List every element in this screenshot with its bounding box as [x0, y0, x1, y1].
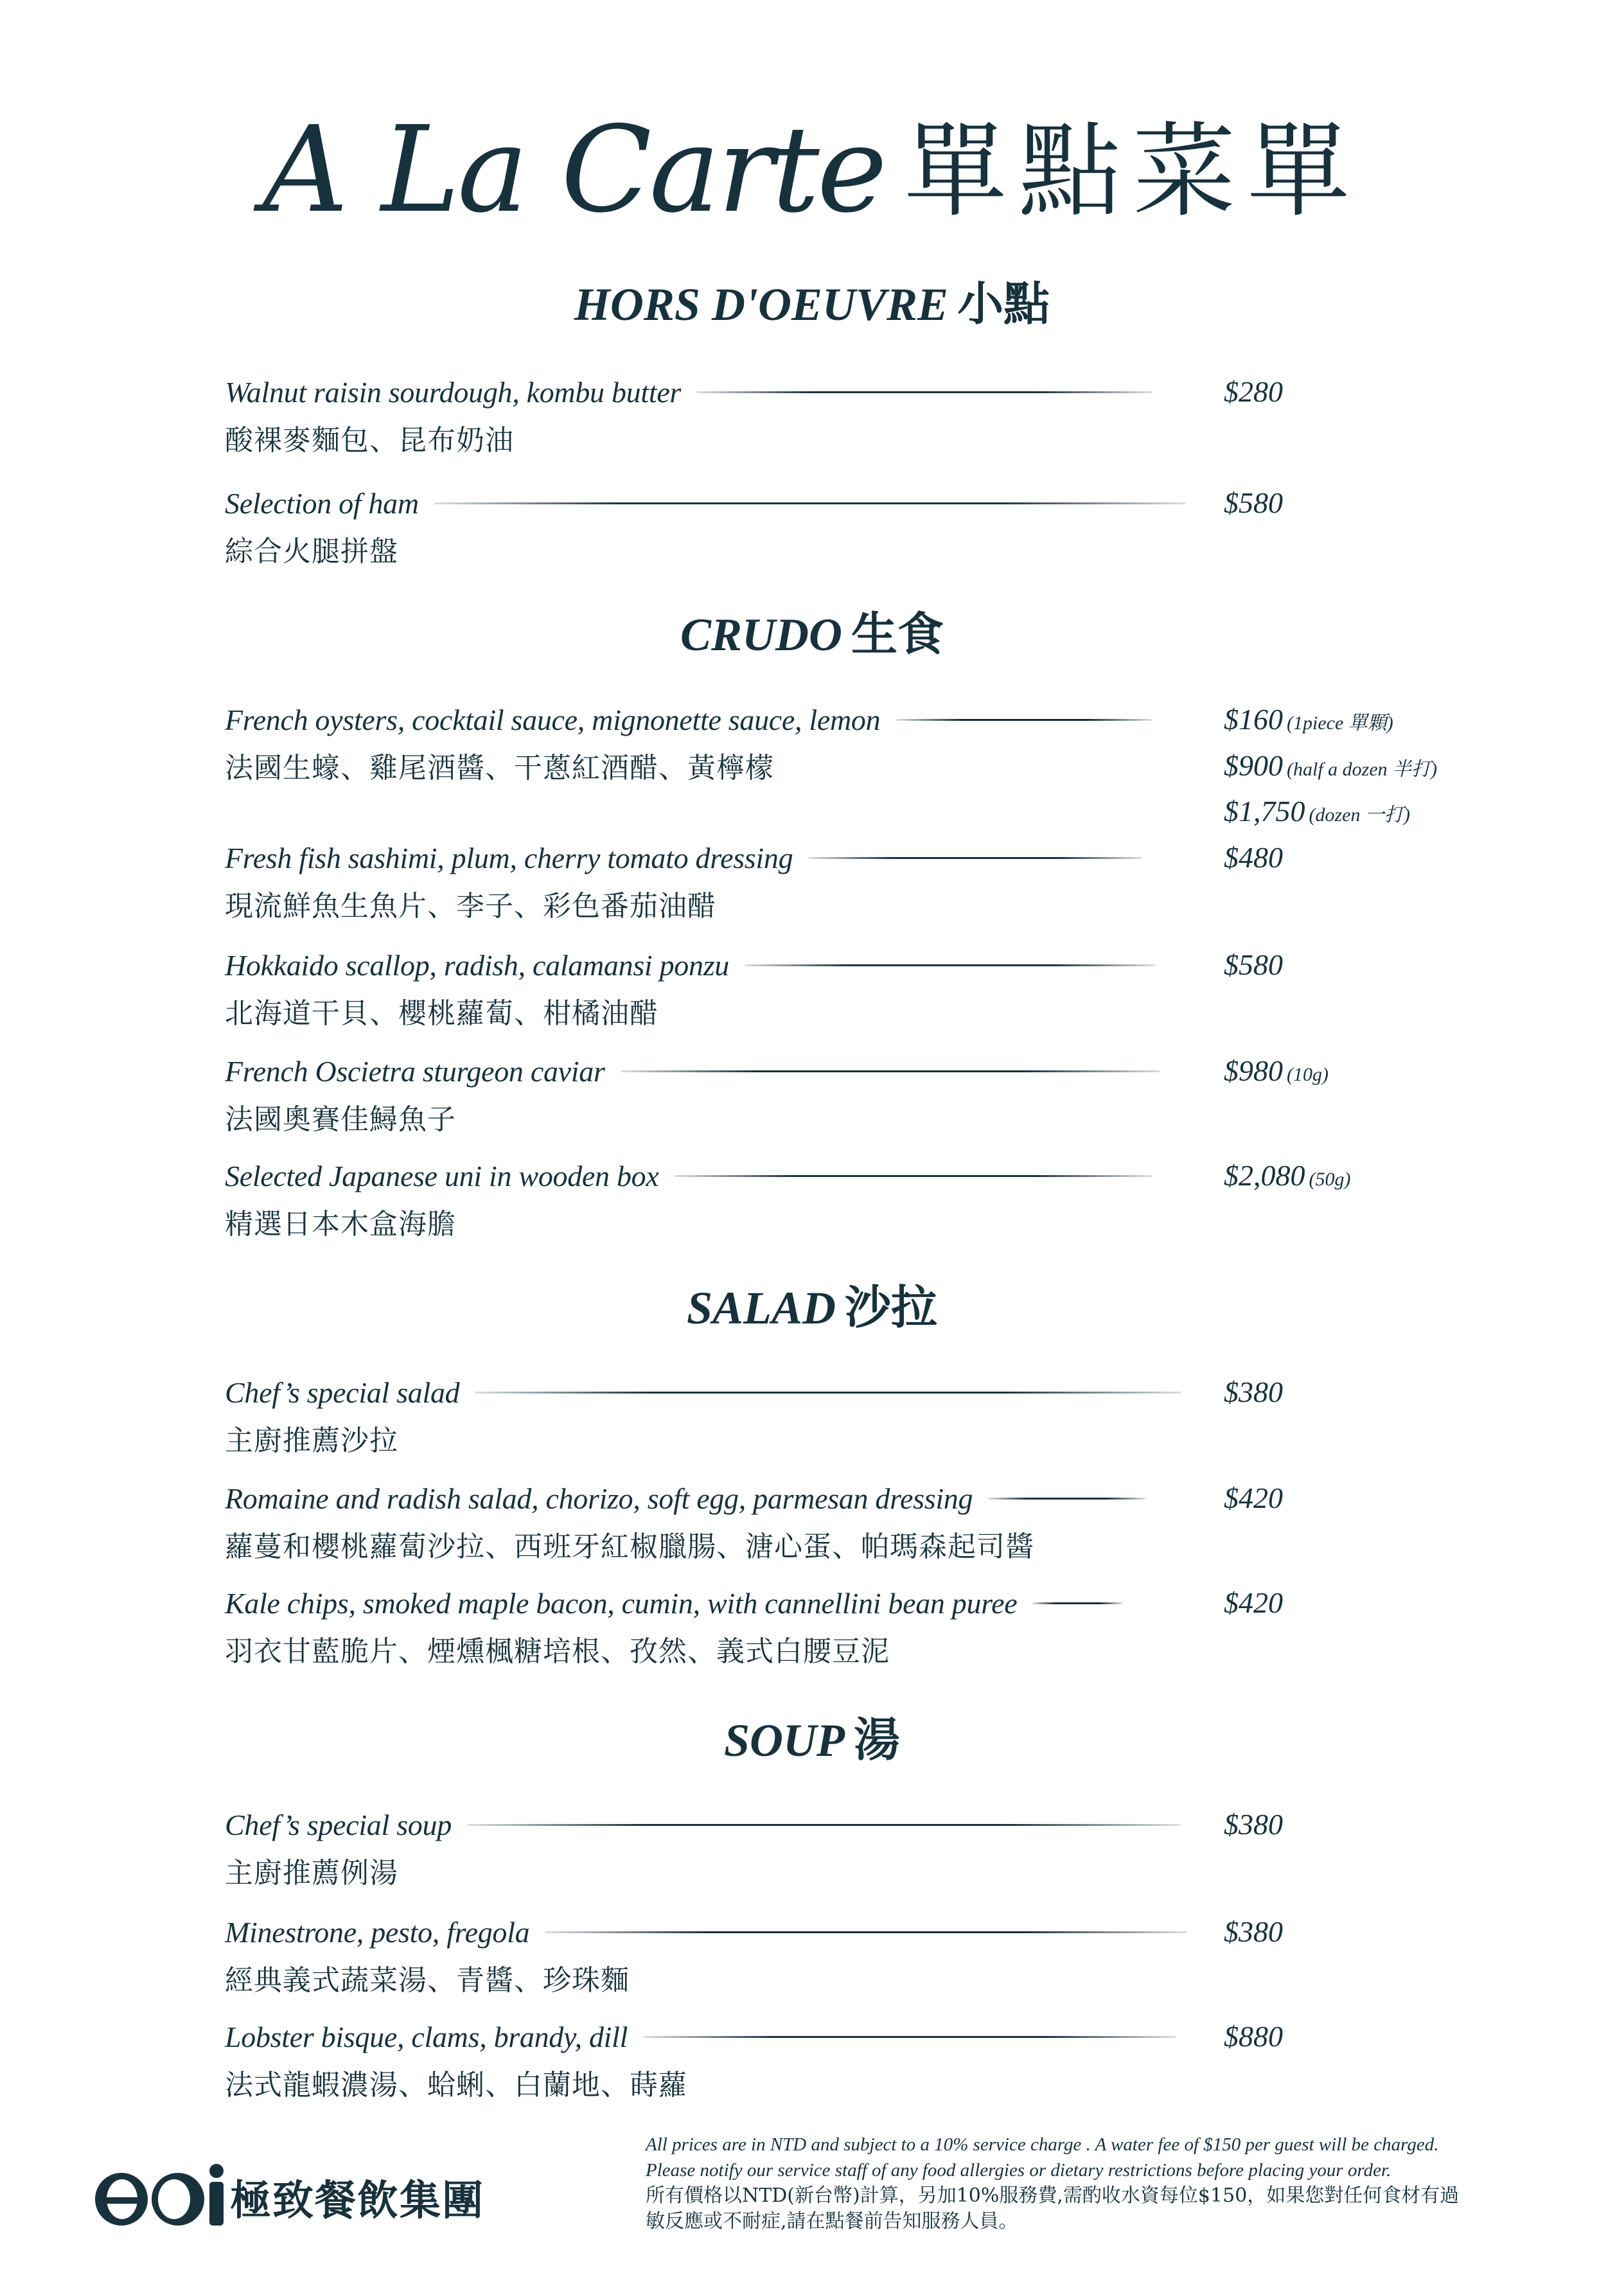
- section-title-zh: 沙拉: [845, 1282, 938, 1334]
- price-amount: $380: [1224, 1915, 1283, 1948]
- price-amount: $580: [1224, 486, 1283, 519]
- menu-item: [225, 369, 1606, 458]
- item-price: [1224, 1909, 1283, 1954]
- section-title-crudo: [0, 609, 1624, 660]
- leader-line: [696, 391, 1152, 393]
- section-title-zh: 生食: [851, 609, 944, 660]
- menu-item: [225, 1909, 1606, 1998]
- price-amount: $900: [1224, 749, 1283, 782]
- notes-zh-line-2: 敏反應或不耐症,請在點餐前告知服務人員。: [646, 2210, 1018, 2233]
- menu-item: [225, 835, 1606, 924]
- eoi-logo-icon: [95, 2164, 224, 2226]
- section-title-en: CRUDO: [680, 609, 843, 660]
- item-name-zh: 精選日本木盒海膽: [225, 1208, 456, 1241]
- leader-line: [745, 964, 1156, 966]
- leader-line: [988, 1498, 1145, 1500]
- price-note: (half a dozen 半打): [1287, 759, 1438, 780]
- price-note: (50g): [1309, 1169, 1351, 1190]
- brand-name-zh: 極致餐飲集團: [230, 2177, 484, 2225]
- item-name-en: Hokkaido scallop, radish, calamansi ponzu: [225, 948, 729, 982]
- item-name-en: Romaine and radish salad, chorizo, soft egg, parmesan dressing: [225, 1482, 973, 1515]
- item-name-zh: 羽衣甘藍脆片、煙燻楓糖培根、孜然、義式白腰豆泥: [225, 1635, 890, 1668]
- item-name-en: Minestrone, pesto, fregola: [225, 1915, 530, 1949]
- item-name-zh: 酸裸麥麵包、昆布奶油: [225, 424, 514, 457]
- section-title-hors-doeuvre: [0, 281, 1624, 328]
- item-price: [1224, 1580, 1283, 1625]
- item-price: [1224, 743, 1437, 792]
- menu-item: [225, 1049, 1606, 1137]
- item-name-zh: 現流鮮魚生魚片、李子、彩色番茄油醋: [225, 890, 716, 923]
- price-amount: $380: [1224, 1376, 1283, 1408]
- logo-letter-e-icon: [95, 2173, 148, 2226]
- item-name-en: Fresh fish sashimi, plum, cherry tomato dressing: [225, 841, 793, 874]
- menu-item: [225, 1153, 1606, 1242]
- item-price: [1224, 835, 1283, 880]
- menu-item: [225, 1580, 1606, 1669]
- leader-line: [643, 2036, 1176, 2038]
- item-name-zh: 法國奧賽佳鱘魚子: [225, 1103, 456, 1136]
- item-name-en: Lobster bisque, clams, brandy, dill: [225, 2020, 628, 2053]
- item-price: [1224, 789, 1410, 838]
- price-note: (1piece 單顆): [1287, 713, 1393, 734]
- price-amount: $980: [1224, 1054, 1283, 1087]
- footer-notes: [646, 2132, 1577, 2235]
- price-amount: $1,750: [1224, 795, 1305, 828]
- menu-title: [0, 100, 1624, 239]
- leader-line: [434, 502, 1186, 504]
- leader-line: [545, 1931, 1187, 1933]
- item-name-en: Kale chips, smoked maple bacon, cumin, with cannellini bean puree: [225, 1586, 1018, 1620]
- item-price: [1224, 369, 1283, 414]
- menu-item: [225, 2014, 1606, 2103]
- item-name-zh: 主廚推薦沙拉: [225, 1424, 398, 1457]
- item-name-en: French Oscietra sturgeon caviar: [225, 1054, 605, 1088]
- menu-item: [225, 1476, 1606, 1564]
- price-amount: $420: [1224, 1586, 1283, 1619]
- section-title-soup: [0, 1717, 1624, 1764]
- item-price: [1224, 697, 1393, 746]
- item-name-zh: 經典義式蔬菜湯、青醬、珍珠麵: [225, 1964, 630, 1997]
- section-title-zh: 湯: [854, 1715, 901, 1766]
- logo-letter-i-icon: [209, 2164, 224, 2226]
- item-price: [1224, 1049, 1328, 1097]
- price-amount: $480: [1224, 841, 1283, 874]
- item-name-en: Chef’s special soup: [225, 1808, 452, 1841]
- leader-line: [1032, 1602, 1122, 1604]
- item-name-zh: 綜合火腿拼盤: [225, 535, 398, 568]
- section-title-salad: [0, 1282, 1624, 1334]
- leader-line: [621, 1070, 1160, 1072]
- price-amount: $160: [1224, 703, 1283, 736]
- item-name-en: Walnut raisin sourdough, kombu butter: [225, 375, 682, 409]
- menu-title-zh: 單點菜單: [904, 111, 1362, 231]
- price-amount: $280: [1224, 375, 1283, 408]
- price-amount: $420: [1224, 1482, 1283, 1514]
- menu-item: [225, 1370, 1606, 1458]
- price-amount: $380: [1224, 1808, 1283, 1841]
- price-amount: $580: [1224, 948, 1283, 981]
- item-price: [1224, 1370, 1283, 1415]
- leader-line: [896, 719, 1152, 721]
- price-note: (10g): [1287, 1064, 1328, 1085]
- brand-logo: [95, 2164, 484, 2226]
- item-price: [1224, 481, 1283, 526]
- price-note: (dozen 一打): [1309, 804, 1410, 826]
- notes-zh-line-1: 所有價格以NTD(新台幣)計算，另加10%服務費,需酌收水資每位$150，如果您對任何食材有過: [646, 2184, 1460, 2207]
- price-amount: $880: [1224, 2020, 1283, 2053]
- item-price: [1224, 943, 1283, 987]
- item-price: [1224, 1476, 1283, 1521]
- price-amount: $2,080: [1224, 1159, 1305, 1192]
- menu-item: [225, 1802, 1606, 1891]
- menu-item: [225, 943, 1606, 1031]
- item-name-zh: 法式龍蝦濃湯、蛤蜊、白蘭地、蒔蘿: [225, 2069, 687, 2102]
- menu-title-script: A La Carte: [262, 100, 885, 239]
- leader-line: [808, 857, 1142, 859]
- service-charge-note: All prices are in NTD and subject to a 10% service charge . A water fee of $150 per guest will be charged.: [646, 2134, 1439, 2155]
- allergy-note: Please notify our service staff of any food allergies or dietary restrictions before placing your order.: [646, 2160, 1391, 2181]
- item-price: [1224, 1153, 1350, 1202]
- item-name-zh: 主廚推薦例湯: [225, 1857, 398, 1890]
- item-price: [1224, 2014, 1283, 2059]
- leader-line: [674, 1175, 1152, 1177]
- item-name-en: French oysters, cocktail sauce, mignonette sauce, lemon: [225, 703, 881, 736]
- item-price: [1224, 1802, 1283, 1847]
- section-title-zh: 小點: [957, 279, 1050, 330]
- item-name-zh: 法國生蠔、雞尾酒醬、干蔥紅酒醋、黃檸檬: [225, 752, 774, 784]
- section-title-en: SOUP: [723, 1715, 845, 1766]
- section-title-en: SALAD: [686, 1282, 836, 1334]
- item-name-zh: 蘿蔓和櫻桃蘿蔔沙拉、西班牙紅椒臘腸、溏心蛋、帕瑪森起司醬: [225, 1530, 1034, 1563]
- leader-line: [467, 1824, 1180, 1826]
- menu-item: [225, 481, 1606, 569]
- item-name-en: Chef’s special salad: [225, 1376, 460, 1409]
- item-name-zh: 北海道干貝、櫻桃蘿蔔、柑橘油醋: [225, 997, 658, 1030]
- leader-line: [475, 1392, 1181, 1394]
- item-name-en: Selection of ham: [225, 486, 419, 520]
- item-name-en: Selected Japanese uni in wooden box: [225, 1159, 659, 1192]
- logo-letter-o-icon: [152, 2173, 204, 2226]
- section-title-en: HORS D'OEUVRE: [574, 279, 949, 330]
